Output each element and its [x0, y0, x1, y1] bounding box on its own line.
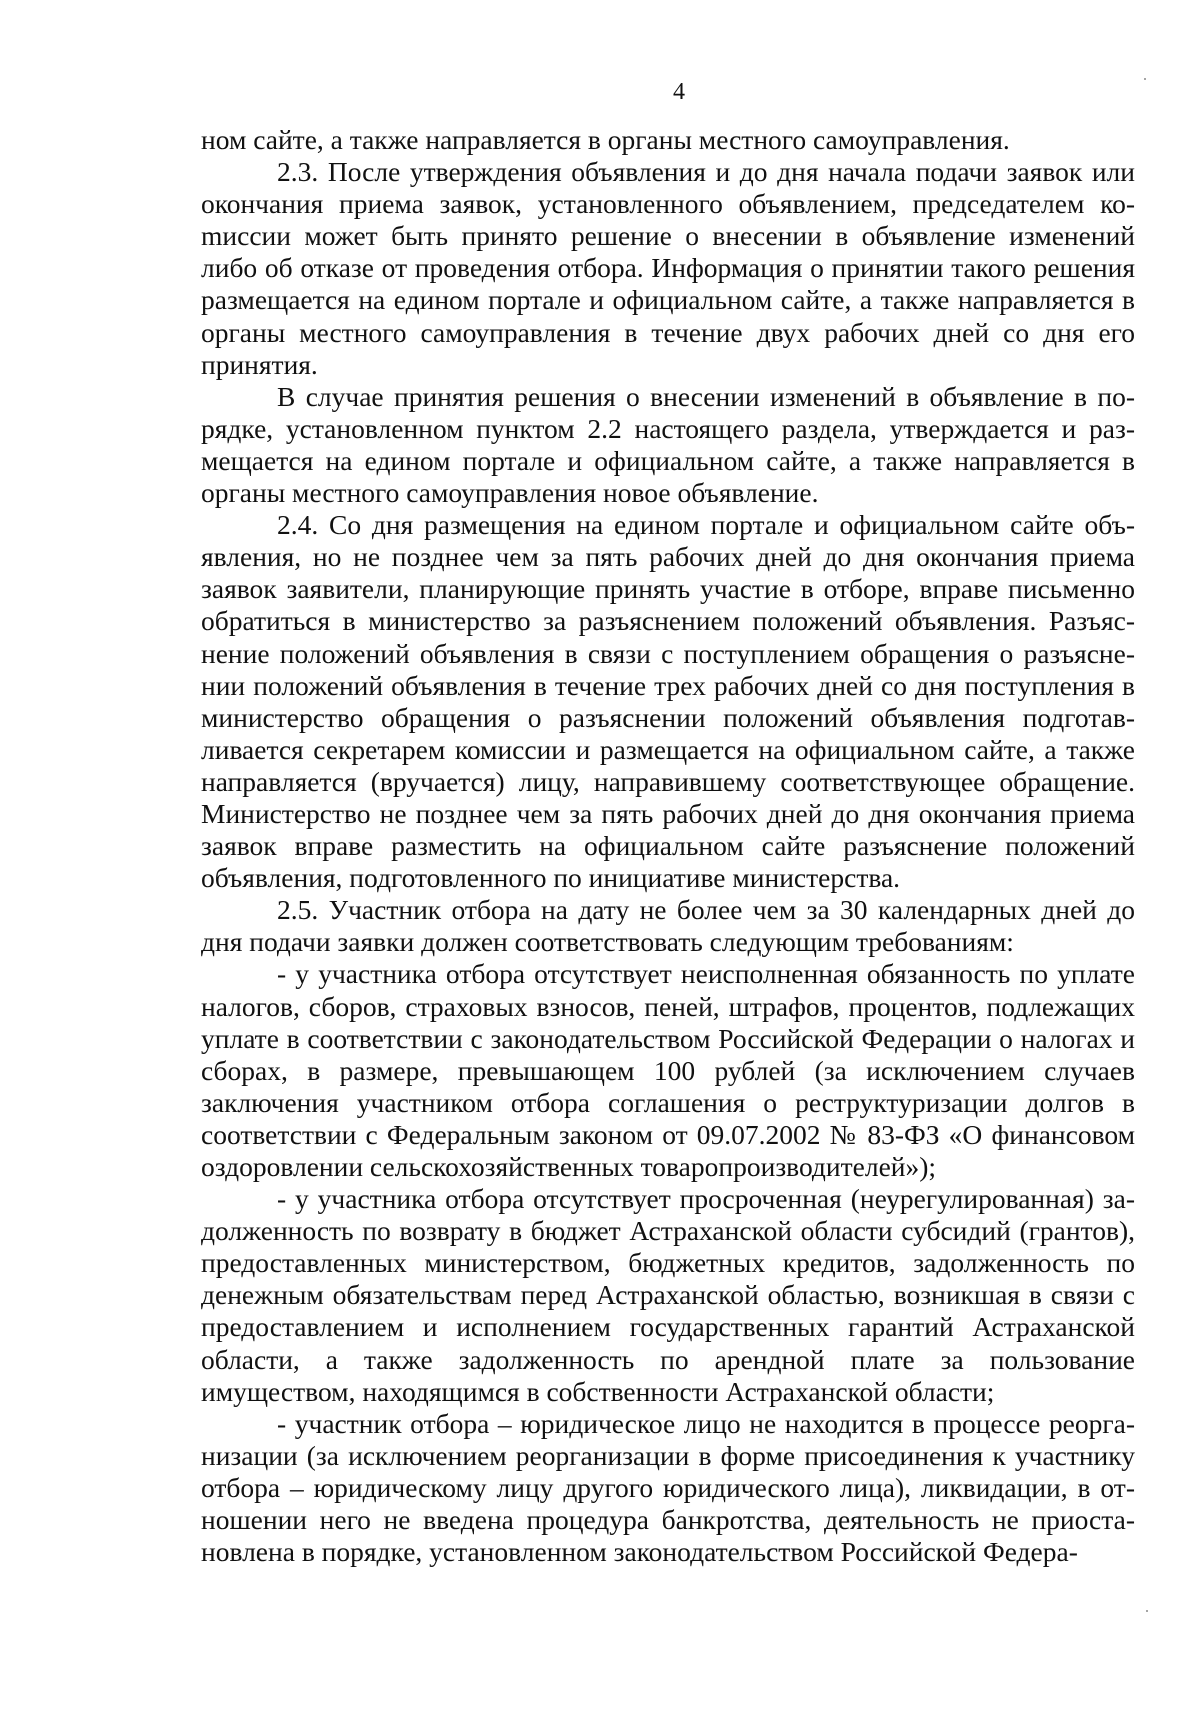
- paragraph-2-3: 2.3. После утверждения объявления и до дня начала подачи заявок или окончания приема заявок, установленного объявлением, председателем коmиссии может быть принято решение о внесении в объявление изменений либо об отказе от проведения отбора. Информация о принятии такого решения размещается на едином портале и официальном сайте, а также направляется в органы местного самоуправления в течение двух рабочих дней со дня его принятия.: [201, 156, 1135, 380]
- page-number: 4: [673, 79, 685, 105]
- scan-speck: [1146, 1610, 1148, 1612]
- paragraph-changes-procedure: В случае принятия решения о внесении изменений в объявление в порядке, установленном пунктом 2.2 настоящего раздела, утверждается и размещается на едином портале и официальном сайте, а также направляется в органы местного самоуправления новое объявление.: [201, 380, 1135, 509]
- requirement-item-reorganization: - участник отбора – юридическое лицо не находится в процессе реорганизации (за исключением реорганизации в форме присоединения к участнику отбора – юридическому лицу другого юридического лица), ликвидации, в отношении него не введена процедура банкротства, деятельность не приостановлена в порядке, установленном законодательством Российской Федера-: [201, 1407, 1135, 1568]
- paragraph-2-4: 2.4. Со дня размещения на едином портале и официальном сайте объявления, но не позднее чем за пять рабочих дней до дня окончания приема заявок заявители, планирующие принять участие в отборе, вправе письменно обратиться в министерство за разъяснением положений объявления. Разъяснение положений объявления в связи с поступлением обращения о разъяснении положений объявления в течение трех рабочих дней со дня поступления в министерство обращения о разъяснении положений объявления подготавливается секретарем комиссии и размещается на официальном сайте, а также направляется (вручается) лицу, направившему соответствующее обращение. Министерство не позднее чем за пять рабочих дней до дня окончания приема заявок вправе разместить на официальном сайте разъяснение положений объявления, подготовленного по инициативе министерства.: [201, 509, 1135, 894]
- paragraph-2-5: 2.5. Участник отбора на дату не более чем за 30 календарных дней до дня подачи заявки должен соответствовать следующим требованиям:: [201, 894, 1135, 958]
- document-body: [201, 124, 1135, 1568]
- scan-speck: [1144, 78, 1146, 80]
- paragraph-continuation: ном сайте, а также направляется в органы местного самоуправления.: [201, 124, 1010, 155]
- requirement-item-debts: - у участника отбора отсутствует просроченная (неурегулированная) задолженность по возврату в бюджет Астраханской области субсидий (грантов), предоставленных министерством, бюджетных кредитов, задолженность по денежным обязательствам перед Астраханской областью, возникшая в связи с предоставлением и исполнением государственных гарантий Астраханской области, а также задолженность по арендной плате за пользование имуществом, находящимся в собственности Астраханской области;: [201, 1183, 1135, 1407]
- requirement-item-taxes: - у участника отбора отсутствует неисполненная обязанность по уплате налогов, сборов, страховых взносов, пеней, штрафов, процентов, подлежащих уплате в соответствии с законодательством Российской Федерации о налогах и сборах, в размере, превышающем 100 рублей (за исключением случаев заключения участником отбора соглашения о реструктуризации долгов в соответствии с Федеральным законом от 09.07.2002 № 83-ФЗ «О финансовом оздоровлении сельскохозяйственных товаропроизводителей»);: [201, 958, 1135, 1182]
